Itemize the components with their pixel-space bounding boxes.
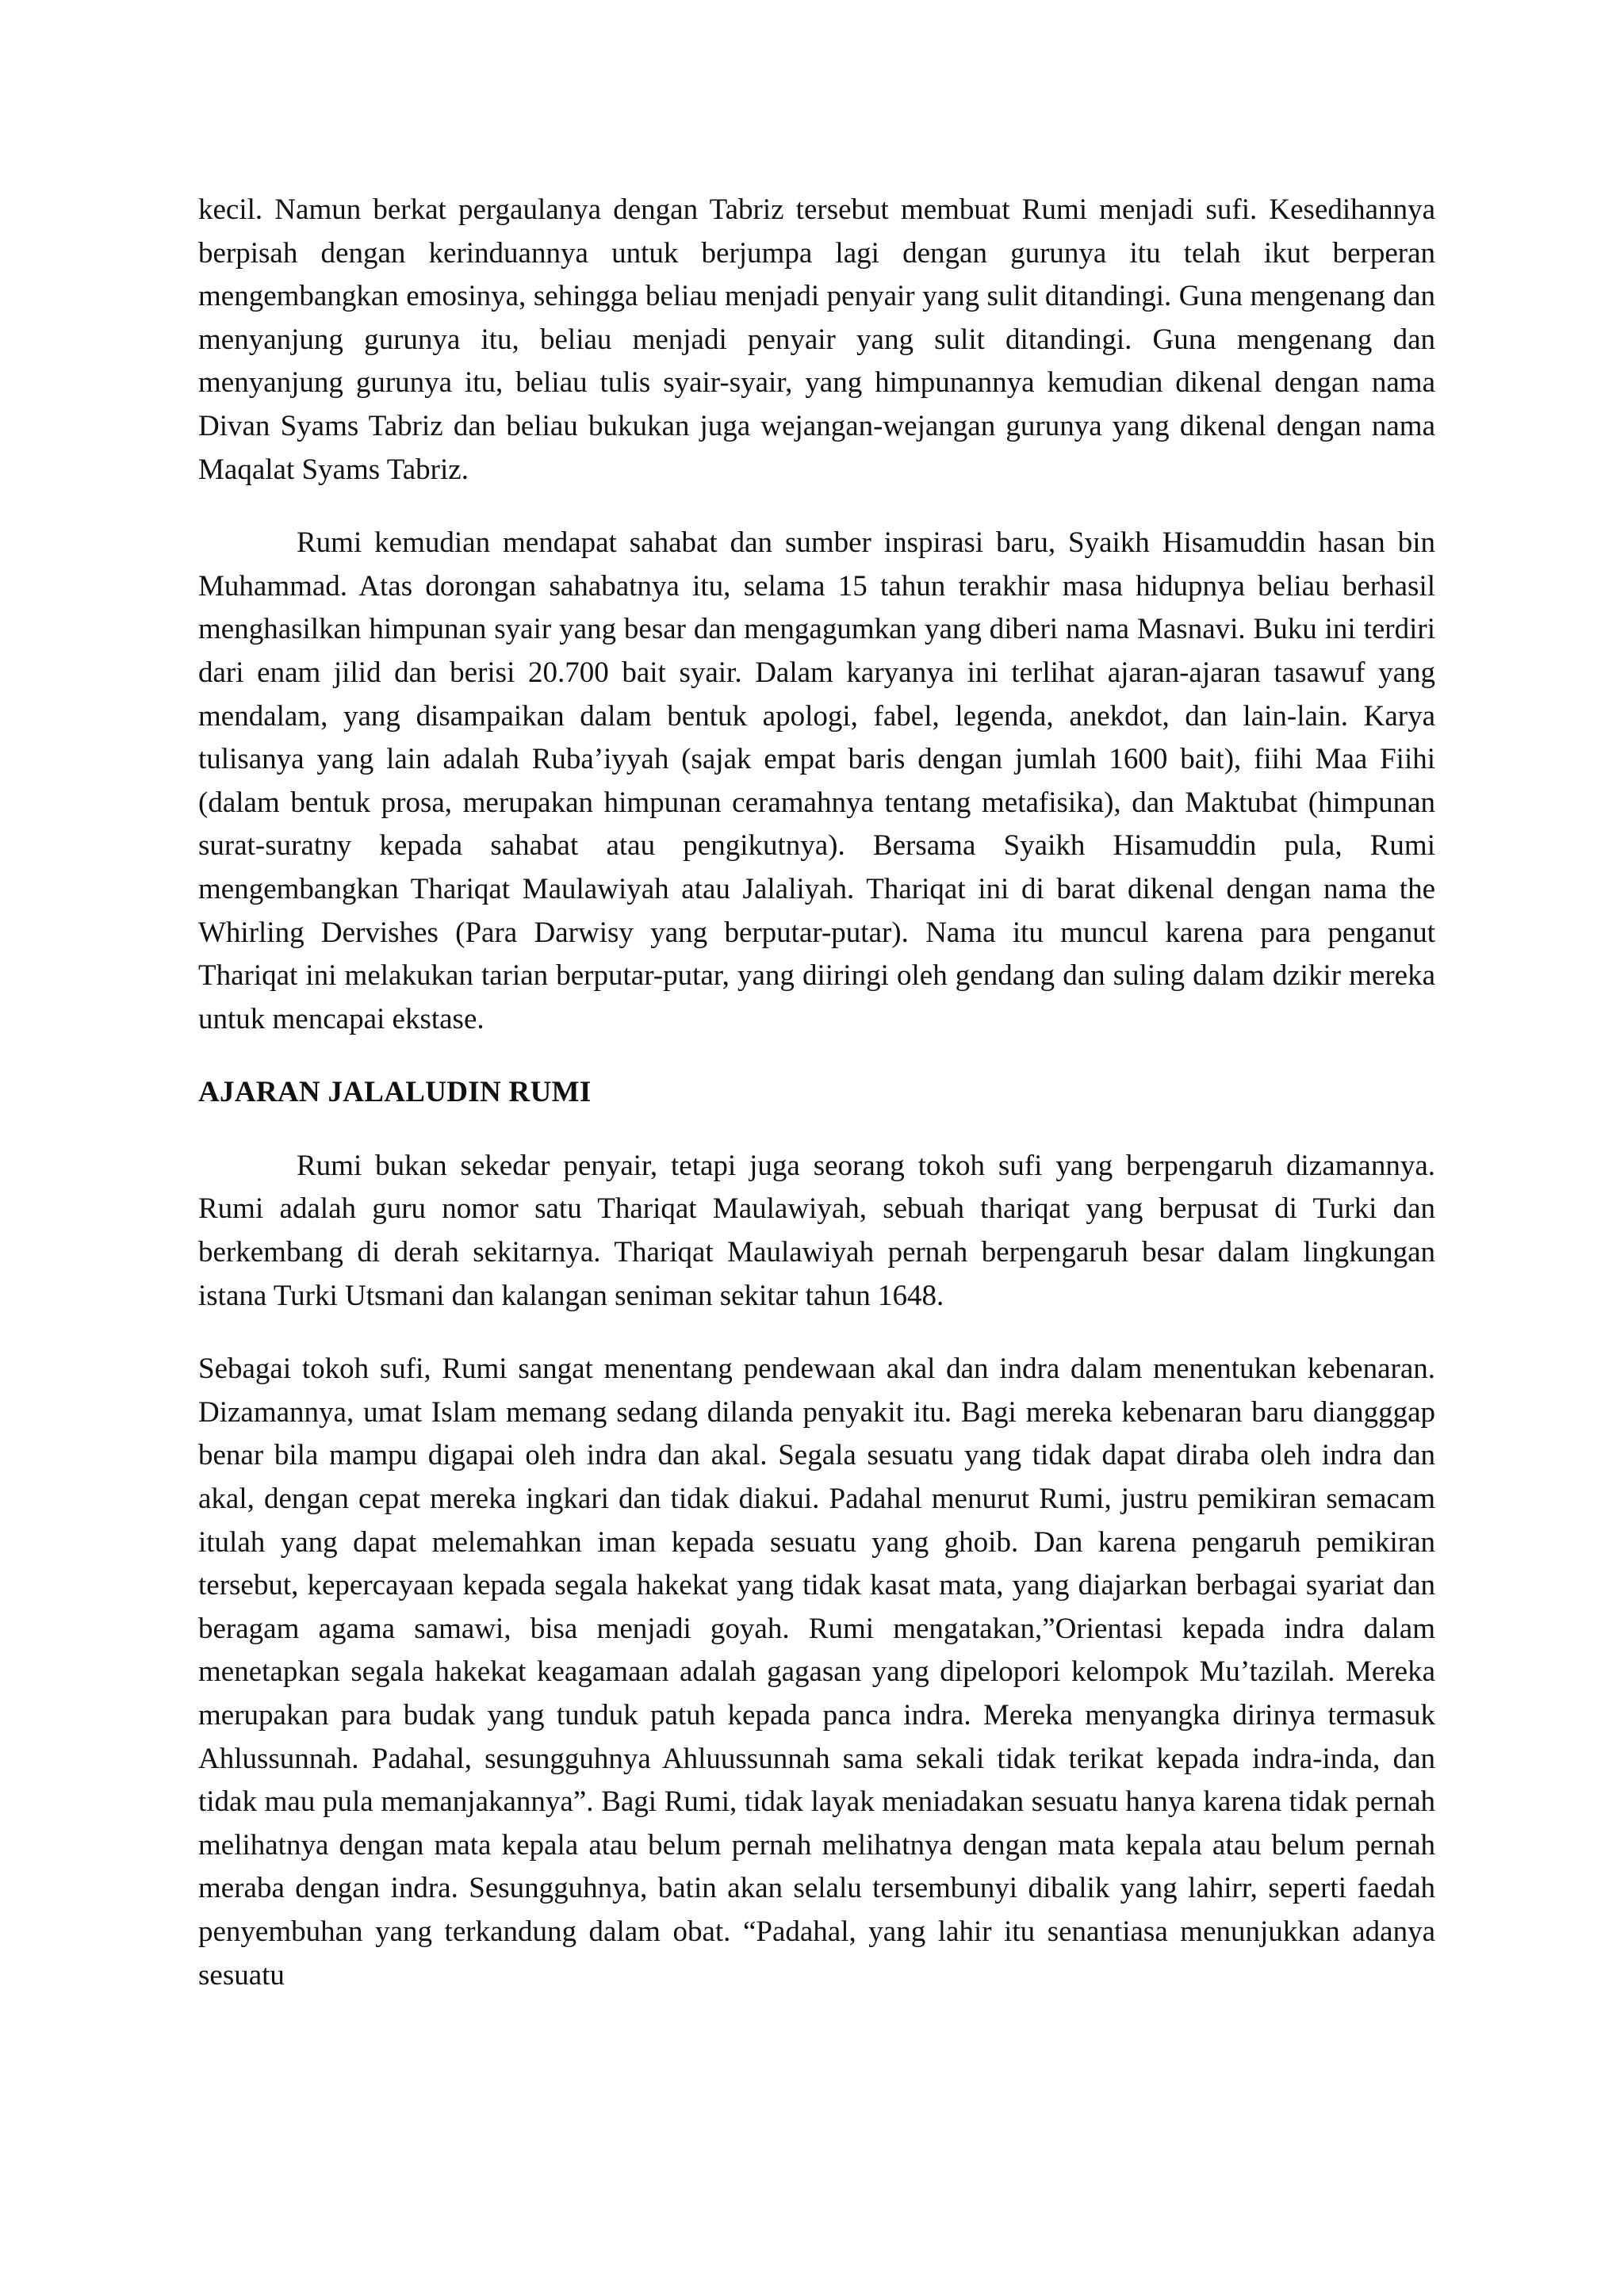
paragraph-masnavi: Rumi kemudian mendapat sahabat dan sumber inspirasi baru, Syaikh Hisamuddin hasan bin Muhammad. Atas dorongan sahabatnya itu, selama 15 tahun terakhir masa hidupnya beliau berhasil menghasilkan himpunan syair yang besar dan mengagumkan yang diberi nama Masnavi. Buku ini terdiri dari enam jilid dan berisi 20.700 bait syair. Dalam karyanya ini terlihat ajaran-ajaran tasawuf yang mendalam, yang disampaikan dalam bentuk apologi, fabel, legenda, anekdot, dan lain-lain. Karya tulisanya yang lain adalah Ruba’iyyah (sajak empat baris dengan jumlah 1600 bait), fiihi Maa Fiihi (dalam bentuk prosa, merupakan himpunan ceramahnya tentang metafisika), dan Maktubat (himpunan surat-suratny kepada sahabat atau pengikutnya). Bersama Syaikh Hisamuddin pula, Rumi mengembangkan Thariqat Maulawiyah atau Jalaliyah. Thariqat ini di barat dikenal dengan nama the Whirling Dervishes (Para Darwisy yang berputar-putar). Nama itu muncul karena para penganut Thariqat ini melakukan tarian berputar-putar, yang diiringi oleh gendang dan suling dalam dzikir mereka untuk mencapai ekstase.	[198, 526, 1435, 1035]
document-page	[198, 189, 1435, 1997]
section-heading: AJARAN JALALUDIN RUMI	[198, 1076, 592, 1109]
paragraph-intro-continuation: kecil. Namun berkat pergaulanya dengan Tabriz tersebut membuat Rumi menjadi sufi. Kesedihannya berpisah dengan kerinduannya untuk berjumpa lagi dengan gurunya itu telah ikut berperan mengembangkan emosinya, sehingga beliau menjadi penyair yang sulit ditandingi. Guna mengenang dan menyanjung gurunya itu, beliau menjadi penyair yang sulit ditandingi. Guna mengenang dan menyanjung gurunya itu, beliau tulis syair-syair, yang himpunannya kemudian dikenal dengan nama Divan Syams Tabriz dan beliau bukukan juga wejangan-wejangan gurunya yang dikenal dengan nama Maqalat Syams Tabriz.	[198, 193, 1435, 486]
paragraph-ajaran-rumi: Rumi bukan sekedar penyair, tetapi juga seorang tokoh sufi yang berpengaruh dizamannya. Rumi adalah guru nomor satu Thariqat Maulawiyah, sebuah thariqat yang berpusat di Turki dan berkembang di derah sekitarnya. Thariqat Maulawiyah pernah berpengaruh besar dalam lingkungan istana Turki Utsmani dan kalangan seniman sekitar tahun 1648.	[198, 1149, 1435, 1312]
paragraph-tokoh-sufi: Sebagai tokoh sufi, Rumi sangat menentang pendewaan akal dan indra dalam menentukan kebenaran. Dizamannya, umat Islam memang sedang dilanda penyakit itu. Bagi mereka kebenaran baru diangggap benar bila mampu digapai oleh indra dan akal. Segala sesuatu yang tidak dapat diraba oleh indra dan akal, dengan cepat mereka ingkari dan tidak diakui. Padahal menurut Rumi, justru pemikiran semacam itulah yang dapat melemahkan iman kepada sesuatu yang ghoib. Dan karena pengaruh pemikiran tersebut, kepercayaan kepada segala hakekat yang tidak kasat mata, yang diajarkan berbagai syariat dan beragam agama samawi, bisa menjadi goyah. Rumi mengatakan,”Orientasi kepada indra dalam menetapkan segala hakekat keagamaan adalah gagasan yang dipelopori kelompok Mu’tazilah. Mereka merupakan para budak yang tunduk patuh kepada panca indra. Mereka menyangka dirinya termasuk Ahlussunnah. Padahal, sesungguhnya Ahluussunnah sama sekali tidak terikat kepada indra-inda, dan tidak mau pula memanjakannya”. Bagi Rumi, tidak layak meniadakan sesuatu hanya karena tidak pernah melihatnya dengan mata kepala atau belum pernah melihatnya dengan mata kepala atau belum pernah meraba dengan indra. Sesungguhnya, batin akan selalu tersembunyi dibalik yang lahirr, seperti faedah penyembuhan yang terkandung dalam obat. “Padahal, yang lahir itu senantiasa menunjukkan adanya sesuatu	[198, 1353, 1435, 1992]
